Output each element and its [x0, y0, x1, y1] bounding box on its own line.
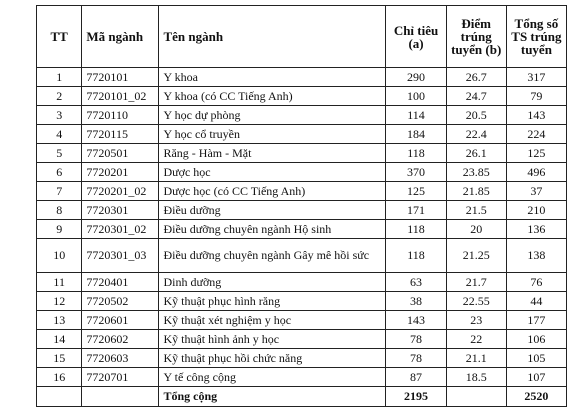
table-row: [37, 220, 567, 239]
cell-code: 7720301_03: [82, 239, 159, 273]
cell-code: 7720101_02: [82, 87, 159, 106]
header-name: Tên ngành: [159, 6, 386, 68]
cell-score: 21.7: [446, 273, 506, 292]
cell-total: 177: [506, 311, 566, 330]
cell-name: Dinh dưỡng: [159, 273, 386, 292]
cell-code: 7720301_02: [82, 220, 159, 239]
table-row: [37, 68, 567, 87]
cell-quota: 78: [386, 349, 446, 368]
cell-total: 138: [506, 239, 566, 273]
cell-total: 317: [506, 68, 566, 87]
cell-quota: 114: [386, 106, 446, 125]
cell-quota: 78: [386, 330, 446, 349]
cell-score: 21.1: [446, 349, 506, 368]
cell-tt: 11: [37, 273, 82, 292]
total-total: 2520: [506, 387, 566, 407]
cell-code: 7720110: [82, 106, 159, 125]
cell-total: 143: [506, 106, 566, 125]
cell-code: 7720601: [82, 311, 159, 330]
cell-code: 7720201: [82, 163, 159, 182]
cell-total: 44: [506, 292, 566, 311]
table-row: [37, 349, 567, 368]
cell-quota: 118: [386, 144, 446, 163]
cell-quota: 171: [386, 201, 446, 220]
cell-quota: 87: [386, 368, 446, 387]
admission-results-table: [36, 5, 567, 407]
cell-tt: 13: [37, 311, 82, 330]
cell-total: 105: [506, 349, 566, 368]
table-row: [37, 239, 567, 273]
cell-tt: 16: [37, 368, 82, 387]
cell-name: Y học dự phòng: [159, 106, 386, 125]
total-quota: 2195: [386, 387, 446, 407]
cell-score: 23: [446, 311, 506, 330]
cell-tt: 12: [37, 292, 82, 311]
cell-code: 7720501: [82, 144, 159, 163]
cell-tt: 5: [37, 144, 82, 163]
cell-name: Kỹ thuật xét nghiệm y học: [159, 311, 386, 330]
cell-quota: 38: [386, 292, 446, 311]
header-quota: Chỉ tiêu (a): [386, 6, 446, 68]
total-tt-cell: [37, 387, 82, 407]
cell-name: Kỹ thuật hình ảnh y học: [159, 330, 386, 349]
cell-name: Răng - Hàm - Mặt: [159, 144, 386, 163]
cell-total: 37: [506, 182, 566, 201]
cell-quota: 370: [386, 163, 446, 182]
cell-name: Điều dưỡng chuyên ngành Hộ sinh: [159, 220, 386, 239]
table-row: [37, 273, 567, 292]
cell-quota: 143: [386, 311, 446, 330]
cell-score: 24.7: [446, 87, 506, 106]
cell-total: 125: [506, 144, 566, 163]
cell-name: Điều dưỡng: [159, 201, 386, 220]
cell-tt: 3: [37, 106, 82, 125]
cell-score: 26.7: [446, 68, 506, 87]
cell-score: 22: [446, 330, 506, 349]
cell-name: Y học cổ truyền: [159, 125, 386, 144]
total-label: Tổng cộng: [159, 387, 386, 407]
header-total: Tổng số TS trúng tuyển: [506, 6, 566, 68]
table-row: [37, 311, 567, 330]
admission-table-container: [36, 5, 567, 407]
cell-total: 224: [506, 125, 566, 144]
header-score: Điểm trúng tuyển (b): [446, 6, 506, 68]
cell-name: Y khoa (có CC Tiếng Anh): [159, 87, 386, 106]
cell-tt: 4: [37, 125, 82, 144]
cell-quota: 118: [386, 239, 446, 273]
cell-score: 20.5: [446, 106, 506, 125]
table-row: [37, 330, 567, 349]
cell-score: 20: [446, 220, 506, 239]
table-row: [37, 125, 567, 144]
header-row: [37, 6, 567, 68]
total-code-cell: [82, 387, 159, 407]
cell-total: 106: [506, 330, 566, 349]
cell-quota: 118: [386, 220, 446, 239]
cell-tt: 9: [37, 220, 82, 239]
table-row: [37, 368, 567, 387]
cell-tt: 14: [37, 330, 82, 349]
table-row: [37, 106, 567, 125]
cell-name: Dược học (có CC Tiếng Anh): [159, 182, 386, 201]
cell-code: 7720701: [82, 368, 159, 387]
table-body: [37, 68, 567, 387]
cell-total: 79: [506, 87, 566, 106]
cell-code: 7720201_02: [82, 182, 159, 201]
cell-quota: 184: [386, 125, 446, 144]
cell-tt: 8: [37, 201, 82, 220]
cell-score: 21.85: [446, 182, 506, 201]
cell-tt: 6: [37, 163, 82, 182]
cell-score: 23.85: [446, 163, 506, 182]
cell-name: Dược học: [159, 163, 386, 182]
cell-tt: 2: [37, 87, 82, 106]
cell-tt: 1: [37, 68, 82, 87]
cell-total: 107: [506, 368, 566, 387]
total-score-cell: [446, 387, 506, 407]
cell-tt: 7: [37, 182, 82, 201]
table-row: [37, 163, 567, 182]
table-row: [37, 144, 567, 163]
cell-code: 7720603: [82, 349, 159, 368]
cell-total: 136: [506, 220, 566, 239]
cell-quota: 63: [386, 273, 446, 292]
cell-score: 22.4: [446, 125, 506, 144]
cell-name: Điều dưỡng chuyên ngành Gây mê hồi sức: [159, 239, 386, 273]
cell-code: 7720101: [82, 68, 159, 87]
cell-name: Kỹ thuật phục hồi chức năng: [159, 349, 386, 368]
header-code: Mã ngành: [82, 6, 159, 68]
cell-tt: 15: [37, 349, 82, 368]
cell-total: 496: [506, 163, 566, 182]
cell-code: 7720115: [82, 125, 159, 144]
cell-name: Y tế công cộng: [159, 368, 386, 387]
cell-name: Y khoa: [159, 68, 386, 87]
cell-code: 7720602: [82, 330, 159, 349]
cell-score: 21.5: [446, 201, 506, 220]
cell-tt: 10: [37, 239, 82, 273]
table-row: [37, 201, 567, 220]
header-tt: TT: [37, 6, 82, 68]
table-row: [37, 182, 567, 201]
cell-quota: 125: [386, 182, 446, 201]
cell-score: 22.55: [446, 292, 506, 311]
cell-code: 7720401: [82, 273, 159, 292]
cell-code: 7720301: [82, 201, 159, 220]
cell-code: 7720502: [82, 292, 159, 311]
cell-score: 18.5: [446, 368, 506, 387]
cell-quota: 100: [386, 87, 446, 106]
cell-total: 210: [506, 201, 566, 220]
cell-name: Kỹ thuật phục hình răng: [159, 292, 386, 311]
cell-score: 26.1: [446, 144, 506, 163]
cell-quota: 290: [386, 68, 446, 87]
table-row: [37, 292, 567, 311]
cell-score: 21.25: [446, 239, 506, 273]
total-row: [37, 387, 567, 407]
table-row: [37, 87, 567, 106]
cell-total: 76: [506, 273, 566, 292]
